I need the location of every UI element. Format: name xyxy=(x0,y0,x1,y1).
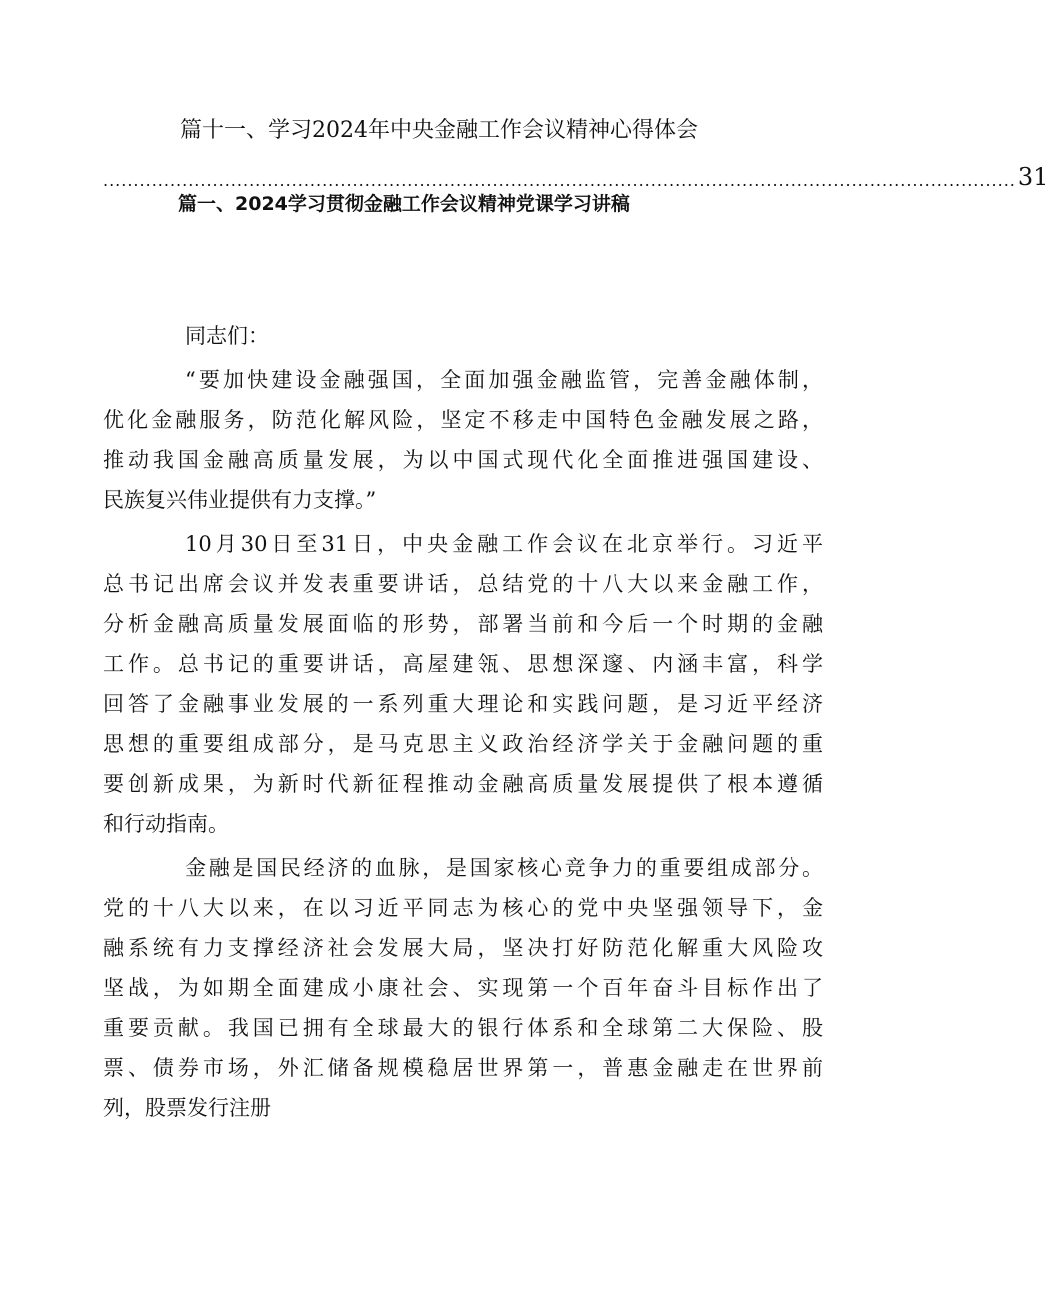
body-text xyxy=(103,316,823,1128)
paragraph-line: 和行动指南。 xyxy=(103,812,229,836)
toc-page-number: 31 xyxy=(1017,163,1048,191)
greeting-line: 同志们： xyxy=(185,324,269,348)
paragraph-1 xyxy=(103,360,823,520)
paragraph-line: 民族复兴伟业提供有力支撑。” xyxy=(103,488,377,512)
section-title: 篇一、2024学习贯彻金融工作会议精神党课学习讲稿 xyxy=(178,193,630,215)
paragraph-line: 列，股票发行注册 xyxy=(103,1096,271,1120)
paragraph-line: 融系统有力支撑经济社会发展大局，坚决打好防范化解重大风险攻 xyxy=(103,936,823,960)
paragraph-line: 回答了金融事业发展的一系列重大理论和实践问题，是习近平经济 xyxy=(103,692,823,716)
paragraph-line: 党的十八大以来，在以习近平同志为核心的党中央坚强领导下，金 xyxy=(103,896,823,920)
paragraph-line: 10月30日至31日，中央金融工作会议在北京举行。习近平 xyxy=(185,532,823,556)
paragraph-line: 票、债券市场，外汇储备规模稳居世界第一，普惠金融走在世界前 xyxy=(103,1056,823,1080)
paragraph-line: 分析金融高质量发展面临的形势，部署当前和今后一个时期的金融 xyxy=(103,612,823,636)
paragraph-line: 工作。总书记的重要讲话，高屋建瓴、思想深邃、内涵丰富，科学 xyxy=(103,652,823,676)
paragraph-line: “要加快建设金融强国，全面加强金融监管，完善金融体制， xyxy=(185,368,823,392)
toc-entry-title: 篇十一、学习2024年中央金融工作会议精神心得体会 xyxy=(180,118,698,143)
paragraph-line: 推动我国金融高质量发展，为以中国式现代化全面推进强国建设、 xyxy=(103,448,823,472)
toc-entry-leader-row xyxy=(103,160,1048,192)
paragraph-2 xyxy=(103,524,823,844)
paragraph-line: 金融是国民经济的血脉，是国家核心竞争力的重要组成部分。 xyxy=(185,856,823,880)
paragraph-line: 优化金融服务，防范化解风险，坚定不移走中国特色金融发展之路， xyxy=(103,408,823,432)
paragraph-line: 总书记出席会议并发表重要讲话，总结党的十八大以来金融工作， xyxy=(103,572,823,596)
paragraph-3 xyxy=(103,848,823,1128)
paragraph-line: 思想的重要组成部分，是马克思主义政治经济学关于金融问题的重 xyxy=(103,732,823,756)
toc-leader-dots: ...................................................................................................................................................... xyxy=(103,171,1016,190)
paragraph-line: 要创新成果，为新时代新征程推动金融高质量发展提供了根本遵循 xyxy=(103,772,823,796)
paragraph-line: 重要贡献。我国已拥有全球最大的银行体系和全球第二大保险、股 xyxy=(103,1016,823,1040)
paragraph-line: 坚战，为如期全面建成小康社会、实现第一个百年奋斗目标作出了 xyxy=(103,976,823,1000)
